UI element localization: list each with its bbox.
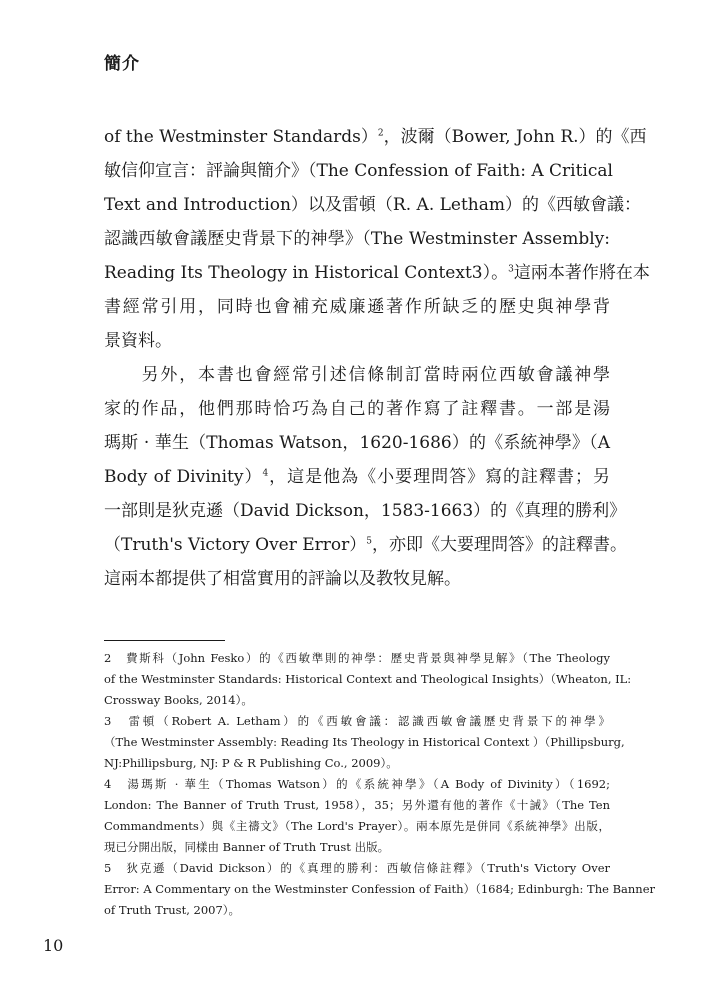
footnote-line: 現已分開出版，同樣由 Banner of Truth Trust 出版。: [104, 840, 390, 854]
text-line: Text and Introduction）以及雷頓（R. A. Letham）的《西敏會議：: [104, 195, 642, 215]
text-line: （Truth's Victory Over Error）$^5$，亦即《大要理問答》的註釋書。: [104, 535, 628, 555]
footnote-divider: [104, 640, 225, 641]
text-line: Body of Divinity）$^4$，這是他為《小要理問答》寫的註釋書；另: [104, 467, 611, 487]
footnote-ref: 2: [377, 128, 384, 139]
footnote-line: Commandments）與《主禱文》（The Lord's Prayer）。兩本原先是併同《系統神學》出版，: [104, 819, 610, 833]
footnote-line: 3 雷頓（Robert A. Letham）的《西敏會議：認識西敏會議歷史背景下的神學》: [104, 714, 610, 728]
footnote-line: of the Westminster Standards: Historical Context and Theological Insights）（Wheaton, IL:: [104, 672, 632, 686]
text-line: Reading Its Theology in Historical Context3）。$^3$這兩本著作將在本: [104, 263, 650, 283]
text-line: of the Westminster Standards）$^2$，波爾（Bower, John R.）的《西: [104, 127, 647, 147]
footnote-line: London: The Banner of Truth Trust, 1958），35；另外還有他的著作《十誡》（The Ten: [104, 798, 610, 812]
text-line: 瑪斯 · 華生（Thomas Watson，1620-1686）的《系統神學》（A: [104, 433, 610, 453]
footnote-ref: 5: [366, 536, 373, 547]
text-line: 認識西敏會議歷史背景下的神學》（The Westminster Assembly:: [104, 229, 610, 249]
footnote-line: NJ:Phillipsburg, NJ: P & R Publishing Co., 2009）。: [104, 756, 398, 770]
footnote-line: Crossway Books, 2014）。: [104, 693, 253, 707]
text-line: 另外，本書也會經常引述信條制訂當時兩位西敏會議神學: [104, 365, 610, 385]
footnotes: [104, 648, 655, 921]
text-line: 一部則是狄克遜（David Dickson，1583-1663）的《真理的勝利》: [104, 501, 627, 521]
footnote-line: 5 狄克遜（David Dickson）的《真理的勝利：西敏信條註釋》（Truth's Victory Over: [104, 861, 610, 875]
footnote-line: Error: A Commentary on the Westminster Confession of Faith）（1684; Edinburgh: The Banner: [104, 882, 655, 896]
main-text: [104, 120, 650, 596]
text-line: 家的作品，他們那時恰巧為自己的著作寫了註釋書。一部是湯: [104, 399, 610, 419]
page-number: 10: [43, 936, 64, 955]
footnote-ref: 4: [262, 468, 269, 479]
text-line: 敏信仰宣言：評論與簡介》（The Confession of Faith: A Critical: [104, 161, 613, 181]
text-line: 景資料。: [104, 331, 172, 351]
running-head: 簡介: [104, 54, 140, 74]
text-line: 書經常引用，同時也會補充威廉遜著作所缺乏的歷史與神學背: [104, 297, 610, 317]
text-line: 這兩本都提供了相當實用的評論以及教牧見解。: [104, 569, 461, 589]
footnote-line: of Truth Trust, 2007）。: [104, 903, 241, 917]
footnote-line: （The Westminster Assembly: Reading Its Theology in Historical Context ）（Phillipsburg,: [104, 735, 625, 749]
footnote-line: 4 湯瑪斯 · 華生（Thomas Watson）的《系統神學》（A Body of Divinity）（1692;: [104, 777, 610, 791]
footnote-line: 2 費斯科（John Fesko）的《西敏準則的神學：歷史背景與神學見解》（The Theology: [104, 651, 610, 665]
footnote-ref: 3: [508, 264, 514, 275]
